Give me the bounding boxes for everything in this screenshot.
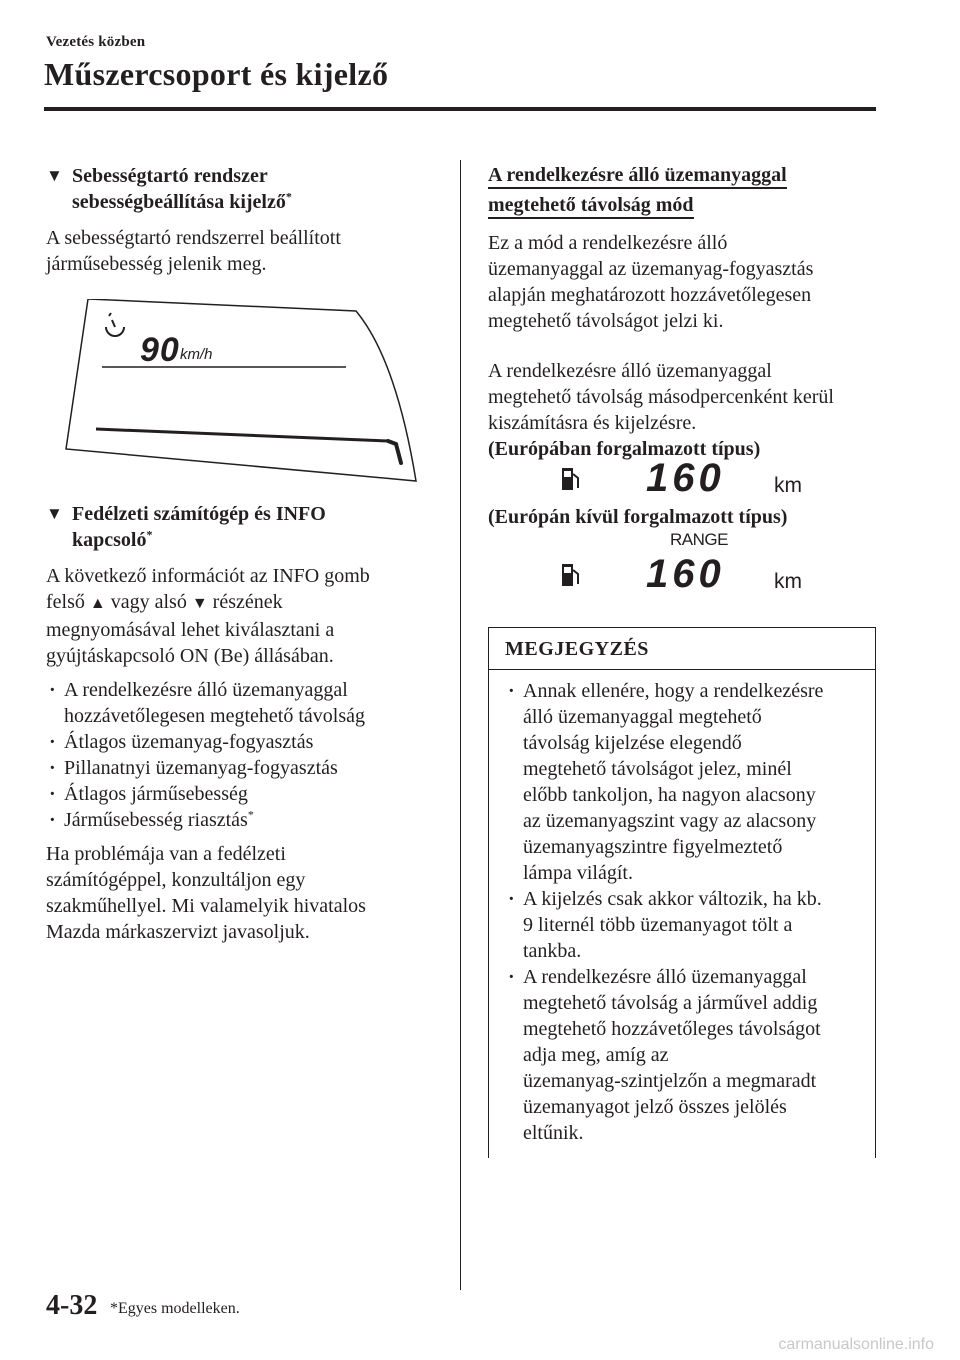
trip-computer-list xyxy=(46,677,446,833)
down-arrow-icon: ▼ xyxy=(191,595,208,612)
section-heading-trip-computer: ▼ Fedélzeti számítógép és INFO kapcsoló* xyxy=(46,503,326,551)
note-divider xyxy=(489,669,875,670)
list-item: · Pillanatnyi üzemanyag-fogyasztás xyxy=(46,755,446,781)
running-head: Vezetés közben xyxy=(46,34,146,50)
chapter-title: Műszercsoport és kijelző xyxy=(44,56,389,92)
cruise-speed-display-illustration xyxy=(46,299,446,489)
section-marker-icon: ▼ xyxy=(46,166,63,185)
list-item: · Járműsebesség riasztás* xyxy=(46,807,446,833)
range-mode-paragraph-1: Ez a mód a rendelkezésre álló üzemanyaggal az üzemanyag-fogyasztás alapján meghatározott hozzávetőlegesen megtehető távolságot jelzi ki. xyxy=(488,232,814,332)
non-eu-type-label: (Európán kívül forgalmazott típus) xyxy=(488,506,788,528)
range-mode-heading: A rendelkezésre álló üzemanyaggal megtehető távolság mód xyxy=(488,160,880,220)
section-heading-cruise-speed-display: ▼ Sebességtartó rendszer sebességbeállítása kijelző* xyxy=(46,165,292,213)
cruise-display-description: A sebességtartó rendszerrel beállított járműsebesség jelenik meg. xyxy=(46,227,341,275)
list-item: · Átlagos járműsebesség xyxy=(46,781,446,807)
fuel-pump-icon xyxy=(560,560,582,590)
up-arrow-icon: ▲ xyxy=(89,595,106,612)
note-box xyxy=(488,627,876,1158)
optional-asterisk: * xyxy=(146,527,153,542)
note-title: MEGJEGYZÉS xyxy=(505,638,649,660)
list-item: · Annak ellenére, hogy a rendelkezésre álló üzemanyaggal megtehető távolság kijelzése elegendő megtehető távolságot jelez, minél előbb tankoljon, ha nagyon alacsony az üzemanyagszint vagy az alacsony üzemanyagszintre figyelmeztető lámpa világít. xyxy=(505,678,857,886)
non-eu-range-unit: km xyxy=(774,570,802,593)
list-item: · Átlagos üzemanyag-fogyasztás xyxy=(46,729,446,755)
fuel-pump-icon xyxy=(560,464,582,494)
note-list xyxy=(505,678,857,1146)
eu-range-display xyxy=(488,456,880,504)
right-column xyxy=(488,160,880,600)
set-speed-unit: km/h xyxy=(180,346,213,363)
non-eu-range-display xyxy=(488,530,880,600)
trip-computer-intro: A következő információt az INFO gomb felső ▲ vagy alsó ▼ részének megnyomásával lehet kiválasztani a gyújtáskapcsoló ON (Be) állásában. xyxy=(46,565,370,667)
page-number: 4-32 xyxy=(46,1290,98,1321)
cruise-control-icon xyxy=(106,313,124,336)
range-mode-paragraph-2: A rendelkezésre álló üzemanyaggal megtehető távolság másodpercenként kerül kiszámításra és kijelzésre. xyxy=(488,360,834,434)
eu-range-unit: km xyxy=(774,474,802,497)
list-item: · A rendelkezésre álló üzemanyaggal megtehető távolság a járművel addig megtehető hozzávetőleges távolságot adja meg, amíg az üzemanyag-szintjelzőn a megmaradt üzemanyagot jelző összes jelölés eltűnik. xyxy=(505,964,857,1146)
watermark: carmanualsonline.info xyxy=(778,1336,934,1353)
column-separator xyxy=(460,160,461,1290)
non-eu-range-value: 160 xyxy=(646,552,725,596)
section-marker-icon: ▼ xyxy=(46,504,63,523)
eu-range-value: 160 xyxy=(646,456,725,500)
list-item: · A kijelzés csak akkor változik, ha kb. 9 liternél több üzemanyagot tölt a tankba. xyxy=(505,886,857,964)
list-item: · A rendelkezésre álló üzemanyaggal hozzávetőlegesen megtehető távolság xyxy=(46,677,446,729)
trip-computer-outro: Ha problémája van a fedélzeti számítógéppel, konzultáljon egy szakműhellyel. Mi valamelyik hivatalos Mazda márkaszervizt javasoljuk. xyxy=(46,843,366,943)
eu-type-label: (Európában forgalmazott típus) xyxy=(488,438,761,460)
set-speed-value: 90 xyxy=(140,331,180,369)
footnote: *Egyes modelleken. xyxy=(110,1300,240,1317)
optional-asterisk: * xyxy=(285,189,292,204)
range-label: RANGE xyxy=(670,530,728,549)
left-column xyxy=(46,163,446,945)
header-rule xyxy=(44,107,876,111)
